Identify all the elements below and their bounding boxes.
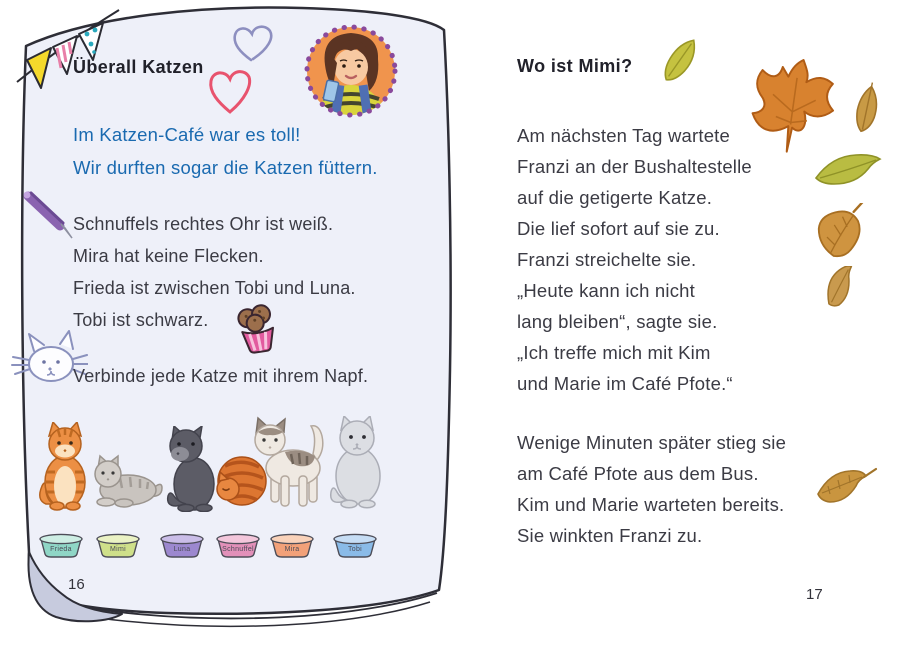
leaf-olive-horizontal-icon [814, 150, 882, 188]
bowl-schnuffel [214, 532, 262, 560]
clue-line: Mira hat keine Flecken. [73, 246, 264, 266]
intro-text [73, 118, 378, 184]
story-paragraph-1 [517, 120, 817, 399]
intro-line: Im Katzen-Café war es toll! [73, 124, 301, 145]
bowl-mimi [94, 532, 142, 560]
story-line: „Heute kann ich nicht [517, 280, 695, 301]
page-number-left: 16 [68, 576, 85, 593]
cat-grey-sitting [327, 416, 387, 510]
clue-line: Schnuffels rechtes Ohr ist weiß. [73, 214, 334, 234]
story-line: „Ich treffe mich mit Kim [517, 342, 711, 363]
task-line: Verbinde jede Katze mit ihrem Napf. [73, 366, 369, 386]
bowl-name: Tobi [347, 546, 363, 553]
story-line: Sie winkten Franzi zu. [517, 525, 703, 546]
bowl-name: Luna [173, 546, 191, 553]
cat-orange-tabby-sitting [38, 422, 92, 512]
pen-icon [14, 186, 78, 246]
cat-grey-tabby-lying [90, 452, 164, 510]
leaf-tan-small-icon [850, 80, 884, 136]
muffin-doodle [234, 302, 280, 356]
story-line: Kim und Marie warteten bereits. [517, 494, 785, 515]
story-line: Franzi an der Bushaltestelle [517, 156, 752, 177]
bowl-luna [158, 532, 206, 560]
leaf-amber-heart-icon [812, 203, 874, 259]
bowl-name: Mira [284, 546, 300, 553]
heart-doodle-purple [230, 22, 276, 66]
cat-white-brown-standing [251, 416, 329, 510]
story-line: Franzi streichelte sie. [517, 249, 697, 270]
bowl-frieda [37, 532, 85, 560]
flag-yellow [27, 48, 51, 88]
story-line: am Café Pfote aus dem Bus. [517, 463, 759, 484]
story-line: auf die getigerte Katze. [517, 187, 713, 208]
intro-line: Wir durften sogar die Katzen füttern. [73, 157, 378, 178]
right-page-title: Wo ist Mimi? [517, 56, 633, 76]
leaf-amber-bottom-icon [816, 464, 878, 510]
story-line: Wenige Minuten später stieg sie [517, 432, 787, 453]
bowl-name: Frieda [50, 546, 72, 553]
bowl-tobi [331, 532, 379, 560]
flag-teal-dotted [79, 23, 103, 60]
leaf-maple-orange-icon [744, 58, 842, 156]
franzi-avatar [303, 23, 399, 119]
left-page-title: Überall Katzen [73, 57, 204, 77]
leaf-yellow-small-icon [658, 34, 702, 86]
story-paragraph-2 [517, 427, 817, 551]
story-line: lang bleiben“, sagte sie. [517, 311, 718, 332]
clue-text [73, 208, 356, 336]
story-line: Die lief sofort auf sie zu. [517, 218, 720, 239]
story-line: und Marie im Café Pfote.“ [517, 373, 733, 394]
bowl-name: Schnuffel [222, 546, 254, 553]
bowl-name: Mimi [110, 546, 126, 553]
heart-doodle-pink [206, 66, 254, 118]
story-line: Am nächsten Tag wartete [517, 125, 731, 146]
leaf-tan-tilted-icon [818, 266, 862, 308]
clue-line: Tobi ist schwarz. [73, 310, 209, 330]
clue-line: Frieda ist zwischen Tobi und Luna. [73, 278, 356, 298]
bowl-mira [268, 532, 316, 560]
page-number-right: 17 [806, 586, 823, 603]
bunting-decoration [15, 2, 123, 102]
